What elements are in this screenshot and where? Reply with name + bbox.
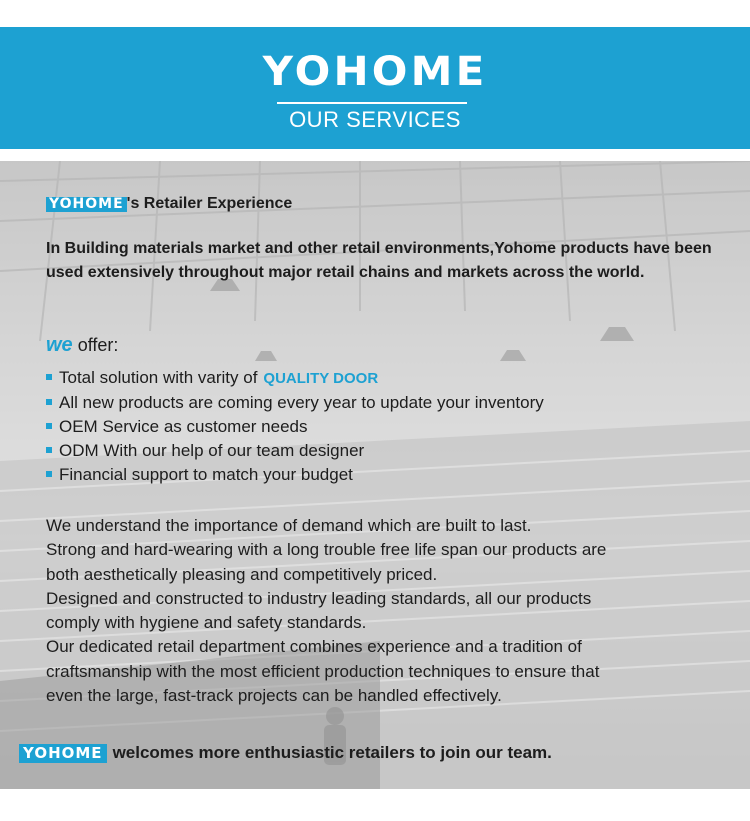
list-item-text: Total solution with varity of — [59, 368, 258, 387]
brand-tag: YOHOME — [19, 744, 107, 763]
heading-text: 's Retailer Experience — [126, 195, 293, 212]
intro-paragraph: In Building materials market and other retail environments,Yohome products have been used extensively throughout major retail chains and markets across the world. — [46, 240, 712, 281]
list-item — [46, 463, 544, 487]
banner-gap — [0, 149, 750, 161]
paragraph-line: craftsmanship with the most efficient production techniques to ensure that — [46, 661, 600, 681]
services-list — [46, 366, 544, 487]
bullet-square-icon — [46, 423, 52, 429]
we-accent: we — [46, 334, 73, 356]
top-whitespace — [0, 0, 750, 27]
list-item — [46, 415, 544, 439]
paragraph-line: Strong and hard-wearing with a long trouble free life span our products are — [46, 540, 607, 560]
footer-message — [19, 743, 552, 763]
bottom-whitespace — [0, 789, 750, 821]
footer-text: welcomes more enthusiastic retailers to join our team. — [112, 743, 552, 762]
paragraph-line: Our dedicated retail department combines experience and a tradition of — [46, 637, 582, 657]
bullet-square-icon — [46, 471, 52, 477]
list-item-text: ODM With our help of our team designer — [59, 441, 365, 460]
description-paragraph — [46, 514, 726, 708]
header-banner — [0, 27, 750, 149]
paragraph-line: We understand the importance of demand which are built to last. — [46, 516, 532, 535]
paragraph-line: both aesthetically pleasing and competitively priced. — [46, 564, 438, 584]
list-item — [46, 366, 544, 391]
list-item-text: OEM Service as customer needs — [59, 417, 308, 436]
list-item-text: Financial support to match your budget — [59, 465, 353, 484]
list-item — [46, 439, 544, 463]
brand-logo: YOHOME — [262, 49, 488, 95]
paragraph-line: Designed and constructed to industry leading standards, all our products — [46, 588, 592, 608]
quality-door-highlight: QUALITY DOOR — [263, 370, 379, 387]
banner-subtitle: OUR SERVICES — [289, 107, 461, 132]
offer-text: offer: — [77, 335, 119, 355]
offer-heading — [46, 334, 118, 357]
list-item — [46, 391, 544, 415]
brand-tag: YOHOME — [46, 197, 127, 212]
section-heading — [46, 195, 292, 213]
paragraph-line: even the large, fast-track projects can be handled effectively. — [46, 686, 502, 706]
bullet-square-icon — [46, 447, 52, 453]
list-item-text: All new products are coming every year to update your inventory — [59, 393, 544, 412]
banner-divider — [277, 102, 467, 104]
bullet-square-icon — [46, 374, 52, 380]
paragraph-line: comply with hygiene and safety standards. — [46, 613, 367, 633]
bullet-square-icon — [46, 399, 52, 405]
